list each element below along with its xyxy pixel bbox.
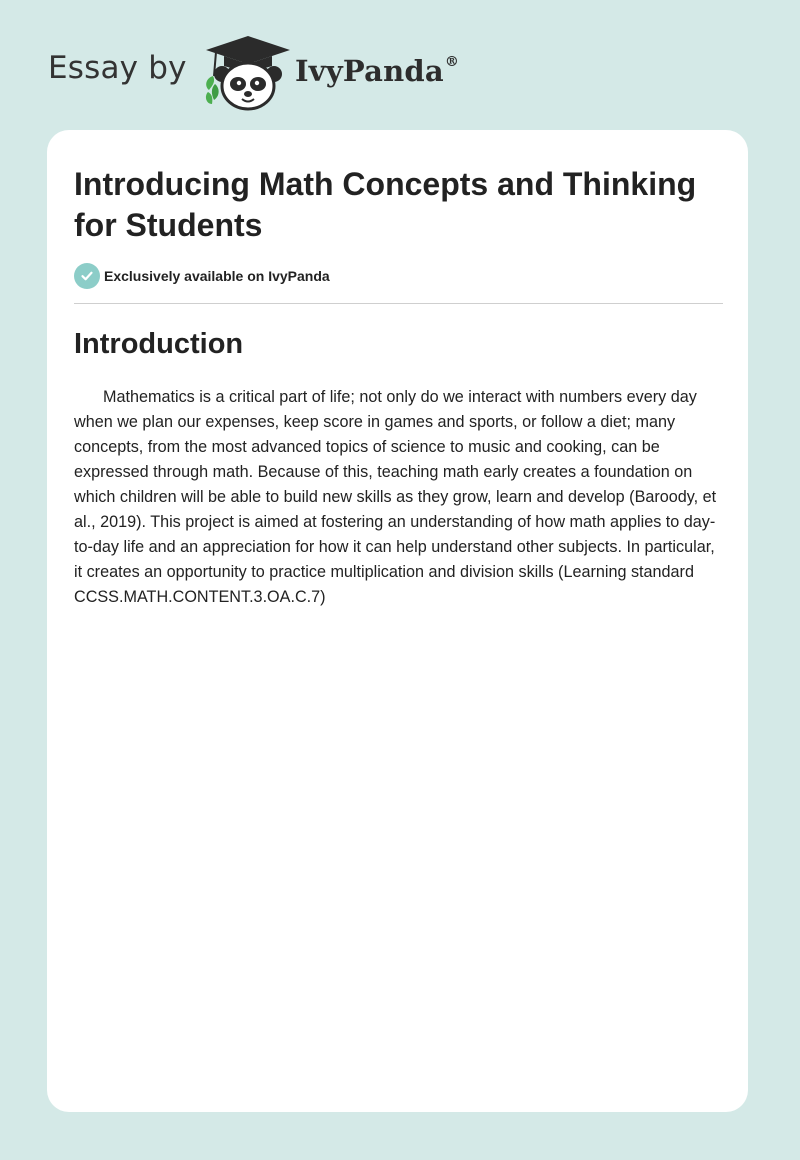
registered-mark: ® — [444, 54, 460, 71]
brand-name-text: IvyPanda — [295, 54, 444, 88]
checkmark-icon — [74, 263, 100, 289]
article-card — [47, 130, 748, 1112]
essay-by-label: Essay by — [48, 50, 187, 86]
exclusive-badge — [74, 263, 330, 289]
divider — [74, 303, 723, 304]
body-paragraph: Mathematics is a critical part of life; not only do we interact with numbers every day when we plan our expenses, keep score in games and sports, or follow a diet; many concepts, from the most advanced topics of science to music and cooking, can be expressed through math. Because of this, teaching math early creates a foundation on which children will be able to build new skills as they grow, learn and develop (Baroody, et al., 2019). This project is aimed at fostering an understanding of how math applies to day-to-day life and an appreciation for how it can help understand other subjects. In particular, it creates an opportunity to practice multiplication and division skills (Learning standard CCSS.MATH.CONTENT.3.OA.C.7) — [74, 388, 717, 606]
exclusive-badge-label: Exclusively available on IvyPanda — [104, 268, 330, 284]
panda-logo-icon[interactable] — [200, 34, 296, 112]
site-header — [48, 32, 548, 112]
section-heading: Introduction — [74, 328, 244, 360]
brand-name[interactable] — [295, 54, 459, 88]
article-title: Introducing Math Concepts and Thinking for Students — [74, 166, 697, 243]
